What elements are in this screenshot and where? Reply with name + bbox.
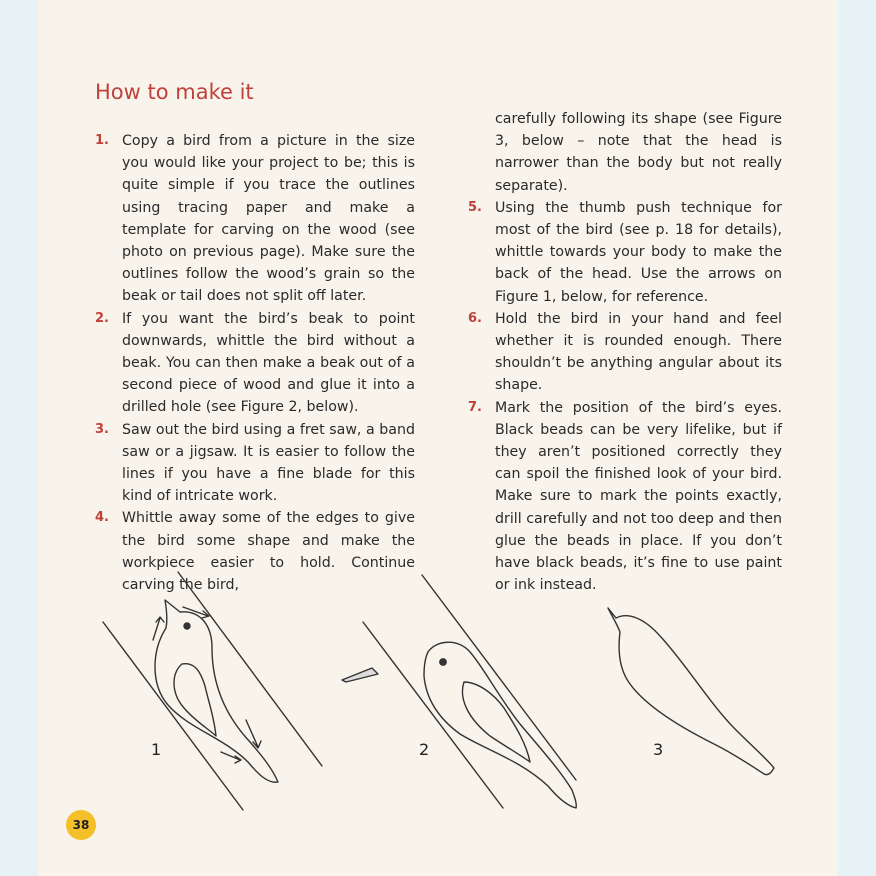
step-number: 7.	[468, 399, 482, 415]
figure-3-label: 3	[653, 740, 664, 759]
step-number: 4.	[95, 510, 109, 526]
step-3	[95, 419, 415, 508]
section-heading: How to make it	[95, 80, 254, 104]
step-text: Saw out the bird using a fret saw, a band saw or a jigsaw. It is easier to follow the lines if you have a fine blade for this kind of intricate work.	[122, 421, 415, 505]
step-number: 2.	[95, 310, 109, 326]
step-text: Using the thumb push technique for most of the bird (see p. 18 for details), whittle towards your body to make the back of the head. Use the arrows on Figure 1, below, for reference.	[495, 199, 782, 305]
step-1	[95, 130, 415, 308]
page-number-badge: 38	[66, 810, 96, 840]
step-number: 5.	[468, 199, 482, 215]
step-text: If you want the bird’s beak to point downwards, whittle the bird without a beak. You can then make a beak out of a second piece of wood and glue it into a drilled hole (see Figure 2, below).	[122, 310, 415, 416]
step-number: 1.	[95, 133, 109, 148]
figure-1-label: 1	[151, 740, 162, 759]
step-4	[95, 507, 415, 596]
step-text: Whittle away some of the edges to give the bird some shape and make the workpiece easier to hold. Continue carving the bird,	[122, 510, 415, 594]
step-7	[468, 397, 782, 597]
step-6	[468, 308, 782, 397]
step-4-continued: carefully following its shape (see Figure 3, below – note that the head is narrower than the body but not really separate).	[495, 111, 782, 194]
step-text: Mark the position of the bird’s eyes. Black beads can be very lifelike, but if they aren’t positioned correctly they can spoil the finished look of your bird. Make sure to mark the points exactly, drill carefully and not too deep and then glue the beads in place. If you don’t have black beads, it’s fine to use paint or ink instead.	[495, 399, 782, 594]
step-number: 3.	[95, 421, 109, 437]
step-5	[468, 197, 782, 308]
instructions-left-column	[95, 130, 415, 596]
step-number: 6.	[468, 310, 482, 326]
step-text: Copy a bird from a picture in the size you would like your project to be; this is quite simple if you trace the outlines using tracing paper and make a template for carving on the wood (see photo on previous page). Make sure the outlines follow the wood’s grain so the beak or tail does not split off later.	[122, 133, 415, 305]
instructions-right-column	[468, 108, 782, 596]
figure-2-label: 2	[419, 740, 430, 759]
step-2	[95, 308, 415, 419]
step-text: Hold the bird in your hand and feel whether it is rounded enough. There shouldn’t be anything angular about its shape.	[495, 310, 782, 394]
